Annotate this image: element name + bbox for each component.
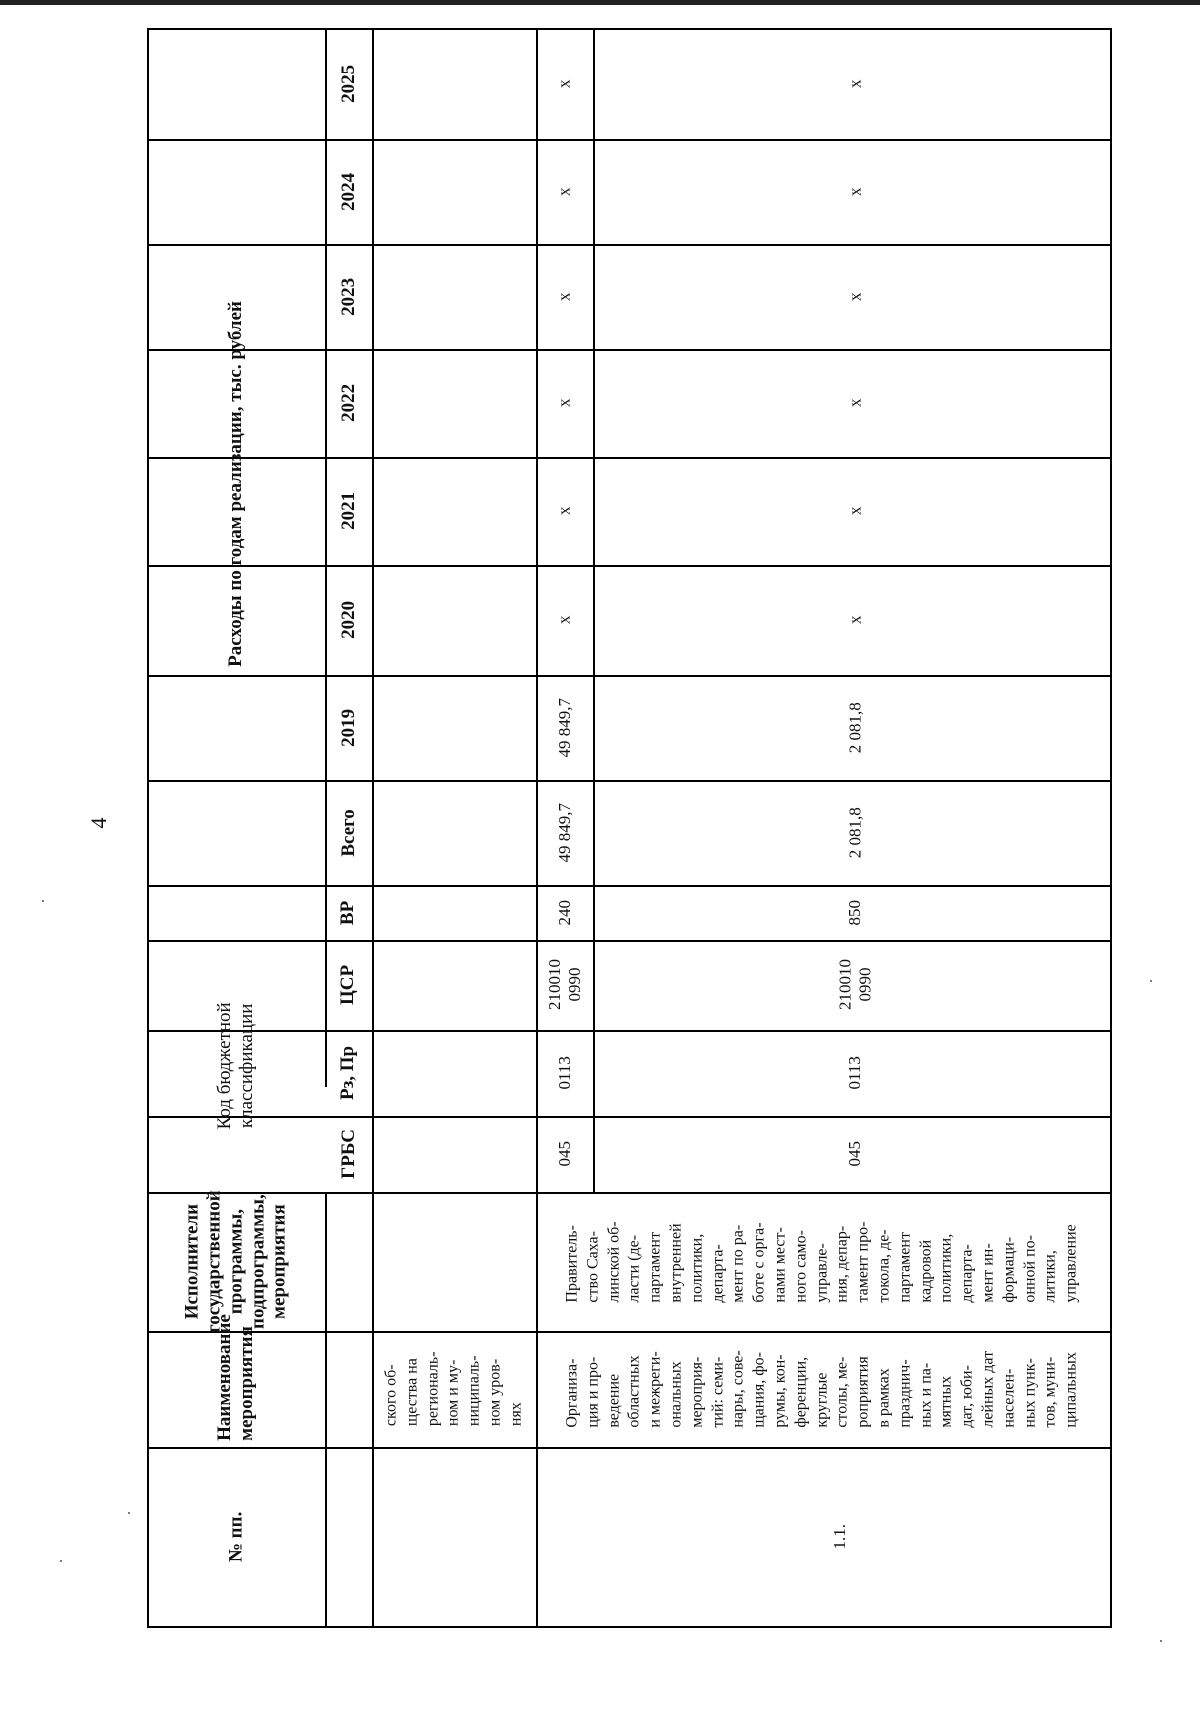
header-grbs: ГРБС [337,1129,359,1179]
continuation-line: щества на [403,1358,420,1427]
continuation-line: ского об- [382,1364,400,1427]
executor-line: ство Саха- [584,1230,602,1303]
name-line: щания, фо- [751,1352,769,1428]
header-code-group: Код бюджетной классификации [214,1002,257,1130]
row-b-total: 2 081,8 [845,806,865,858]
row-a-2020: x [554,615,574,625]
header-year-2019: 2019 [337,708,359,747]
continuation-lines [381,1352,527,1427]
header-year-2022: 2022 [337,384,359,422]
executor-line: кадровой [917,1239,935,1303]
header-rzpr: Рз, Пр [337,1045,359,1101]
name-line: ных пунк- [1021,1358,1039,1428]
continuation-line: региональ- [423,1351,441,1427]
header-num: № пп. [225,1511,247,1562]
row-a-2024: x [554,187,574,196]
name-line: в рамках [875,1368,893,1428]
executor-line: Правитель- [564,1224,582,1303]
executor-line: внутренней [668,1222,686,1303]
name-line: ональных [668,1361,686,1428]
executor-line: ния, депар- [834,1225,852,1303]
row-a-2023: x [554,292,574,301]
name-line: Организа- [564,1358,582,1428]
header-year-2025: 2025 [337,64,359,103]
row-b-2025: x [845,79,865,88]
header-total: Всего [337,808,359,857]
row-item-name-lines [563,1350,1083,1427]
name-line: столы, ме- [834,1356,852,1428]
name-line: румы, кон- [772,1354,790,1428]
name-line: тий: семи- [709,1356,727,1428]
row-a-2022: x [554,398,574,408]
name-line: дат, юби- [959,1365,977,1428]
page-number: 4 [86,817,111,829]
name-line: круглые [813,1372,831,1428]
row-a-total: 49 849,7 [554,802,574,863]
name-line: населен- [1000,1368,1018,1428]
name-line: областных [626,1355,644,1428]
executor-line: политики, [938,1233,956,1303]
row-item-num: 1.1. [830,1523,850,1550]
executor-line: управление [1063,1223,1081,1303]
row-item-executor-lines [563,1221,1083,1302]
continuation-line: ниципаль- [465,1355,483,1427]
executor-line: партамент [647,1231,665,1303]
executor-line: департа- [959,1243,977,1303]
row-b-csr: 210010 0990 [835,959,874,1011]
row-b-grbs: 045 [845,1141,865,1167]
name-line: тов, муни- [1042,1356,1060,1428]
name-line: ципальных [1063,1352,1081,1428]
name-line: ция и про- [584,1356,602,1428]
executor-line: политики, [688,1233,706,1303]
name-line: лейных дат [979,1350,997,1428]
row-a-vr: 240 [554,899,574,926]
row-a-2025: x [554,79,574,88]
name-line: празднич- [896,1359,914,1428]
header-executors: Исполнители государственной программы, подпрограммы, мероприятия [181,1190,290,1333]
executor-line: формаци- [1000,1236,1018,1303]
row-a-grbs: 045 [554,1141,574,1167]
executor-line: боте с орга- [751,1221,769,1303]
header-csr: ЦСР [337,964,359,1006]
executor-line: литики, [1042,1249,1060,1303]
row-b-2019: 2 081,8 [845,701,865,753]
executor-line: онной по- [1021,1234,1039,1303]
executor-line: мент по ра- [730,1224,748,1303]
executor-line: нами мест- [772,1226,789,1303]
executor-line: партамент [896,1231,914,1303]
row-item-name [536,1331,1110,1447]
row-b-2022: x [845,398,865,408]
row-item-executor [536,1192,1110,1331]
header-year-2020: 2020 [337,601,359,639]
header-year-2021: 2021 [337,492,359,530]
row-b-2020: x [845,615,865,625]
row-b-vr: 850 [845,899,865,926]
executor-line: департа- [709,1243,727,1303]
row-b-2023: x [845,292,865,301]
name-line: ференции, [792,1356,810,1428]
executor-line: мент ин- [979,1242,997,1303]
row-b-rzpr: 0113 [845,1056,865,1090]
continuation-line: нях [506,1402,524,1427]
row-a-2021: x [554,506,574,516]
continuation-line: ном и му- [444,1359,462,1427]
row-b-2024: x [845,187,865,196]
header-year-2023: 2023 [337,277,359,316]
executor-line: линской об- [605,1220,623,1303]
row-a-2019: 49 849,7 [554,697,574,758]
header-expenses-group: Расходы по годам реализации, тыс. рублей [225,301,247,667]
header-year-2024: 2024 [337,172,359,211]
name-line: ных и па- [917,1362,935,1428]
executor-line: управле- [813,1242,831,1303]
header-name: Наименование мероприятия [214,1314,257,1441]
row-a-csr: 210010 0990 [544,959,584,1011]
row-a-rzpr: 0113 [554,1056,574,1090]
executor-line: тамент про- [855,1221,873,1303]
name-line: роприятия [855,1356,873,1428]
executor-line: ласти (де- [626,1234,644,1303]
row-b-2021: x [845,506,865,516]
executor-line: ного само- [792,1229,810,1303]
name-line: и межреги- [647,1351,665,1428]
name-line: нары, сове- [730,1350,748,1428]
header-vr: ВР [337,900,359,925]
name-line: мероприя- [688,1356,706,1428]
scan-top-edge [0,0,1200,5]
name-line: ведение [605,1373,623,1428]
continuation-line: ном уров- [486,1359,504,1427]
continuation-text [372,1331,536,1447]
name-line: мятных [938,1375,956,1428]
executor-line: токола, де- [875,1228,893,1303]
